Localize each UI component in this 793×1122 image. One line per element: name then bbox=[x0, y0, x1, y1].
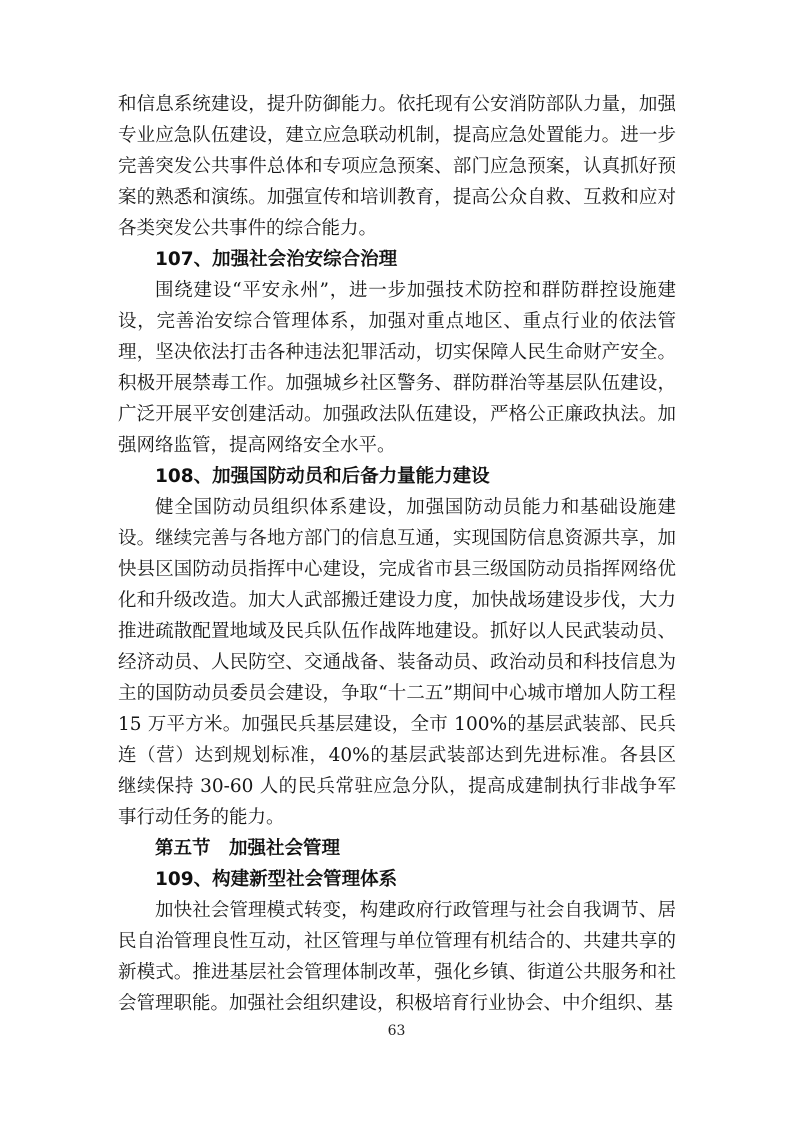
heading-107-public-security: 107、加强社会治安综合治理 bbox=[155, 249, 398, 270]
paragraph-national-defense: 健全国防动员组织体系建设，加强国防动员能力和基础设施建设。继续完善与各地方部门的信息互通，实现国防信息资源共享，加快县区国防动员指挥中心建设，完成省市县三级国防动员指挥网络优化和升级改造。加大人武部搬迁建设力度，加快战场建设步伐，大力推进疏散配置地域及民兵队伍作战阵地建设。抓好以人民武装动员、经济动员、人民防空、交通战备、装备动员、政治动员和科技信息为主的国防动员委员会建设，争取“十二五”期间中心城市增加人防工程 15 万平方米。加强民兵基层建设，全市 100%的基层武装部、民兵连（营）达到规划标准，40%的基层武装部达到先进标准。各县区继续保持 30-60 人的民兵常驻应急分队，提高成建制执行非战争军事行动任务的能力。 bbox=[118, 497, 676, 828]
heading-109-social-management-system: 109、构建新型社会管理体系 bbox=[155, 869, 398, 890]
document-body bbox=[118, 89, 676, 1019]
page-number: 63 bbox=[387, 1023, 406, 1039]
paragraph-emergency-capability: 和信息系统建设，提升防御能力。依托现有公安消防部队力量，加强专业应急队伍建设，建立应急联动机制，提高应急处置能力。进一步完善突发公共事件总体和专项应急预案、部门应急预案，认真抓好预案的熟悉和演练。加强宣传和培训教育，提高公众自救、互救和应对各类突发公共事件的综合能力。 bbox=[118, 94, 676, 239]
heading-108-national-defense: 108、加强国防动员和后备力量能力建设 bbox=[155, 466, 490, 487]
heading-section-5-social-management: 第五节 加强社会管理 bbox=[155, 838, 341, 859]
paragraph-public-security: 围绕建设“平安永州”，进一步加强技术防控和群防群控设施建设，完善治安综合管理体系，加强对重点地区、重点行业的依法管理，坚决依法打击各种违法犯罪活动，切实保障人民生命财产安全。积极开展禁毒工作。加强城乡社区警务、群防群治等基层队伍建设，广泛开展平安创建活动。加强政法队伍建设，严格公正廉政执法。加强网络监管，提高网络安全水平。 bbox=[118, 280, 676, 456]
paragraph-social-management: 加快社会管理模式转变，构建政府行政管理与社会自我调节、居民自治管理良性互动，社区管理与单位管理有机结合的、共建共享的新模式。推进基层社会管理体制改革，强化乡镇、街道公共服务和社会管理职能。加强社会组织建设，积极培育行业协会、中介组织、基 bbox=[118, 900, 676, 1014]
